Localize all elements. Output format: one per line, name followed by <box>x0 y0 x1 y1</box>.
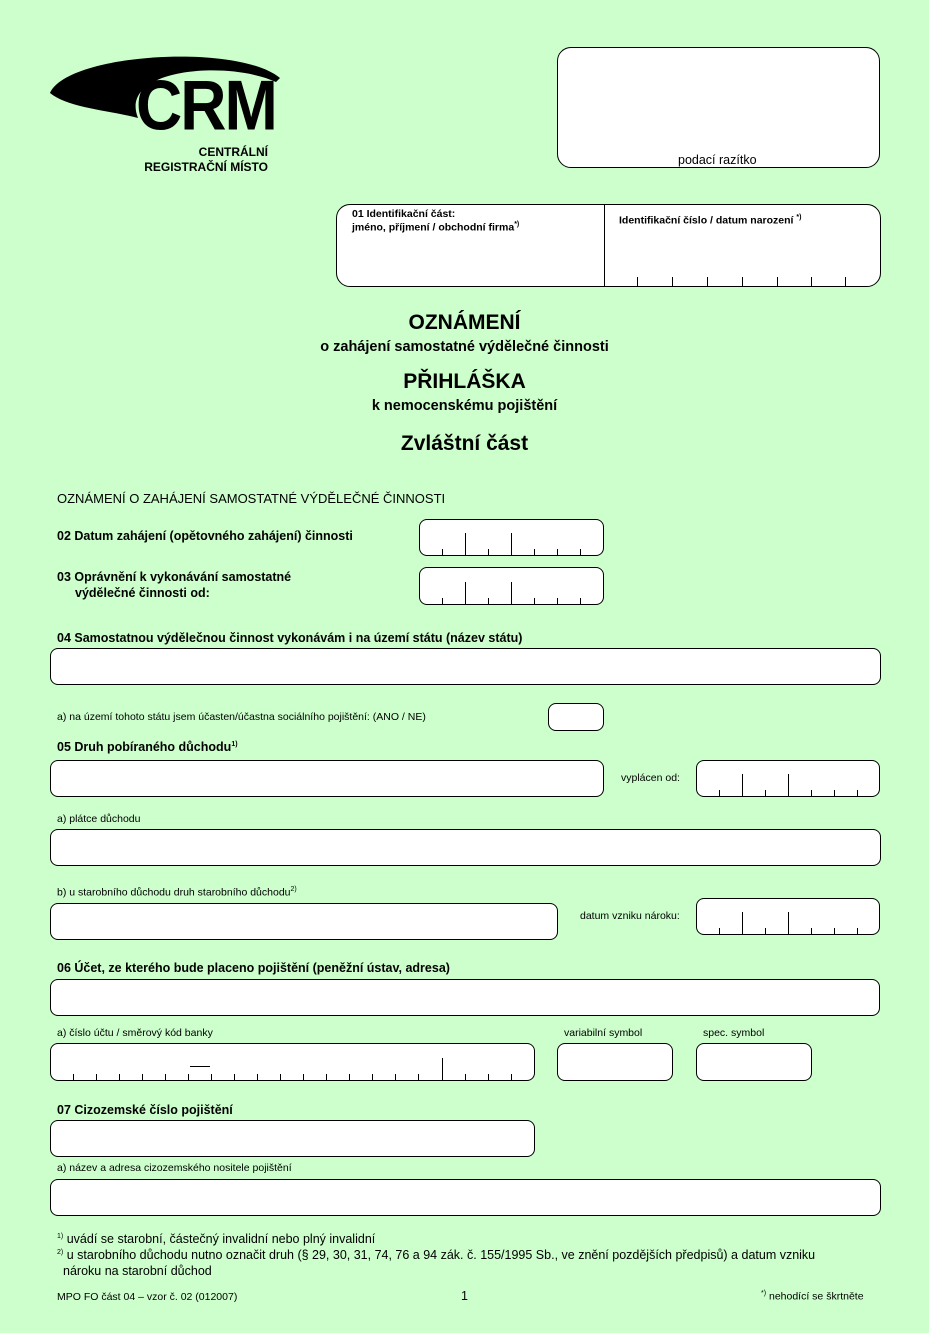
f06-spec-symbol-label: spec. symbol <box>703 1027 765 1039</box>
f07a-institution-field[interactable] <box>50 1179 881 1216</box>
ident-left-line2-text: jméno, příjmení / obchodní firma <box>352 221 515 234</box>
footnote-1 <box>57 1232 375 1246</box>
f05-label-text: 05 Druh pobíraného důchodu <box>57 740 232 754</box>
f06-var-symbol-label: variabilní symbol <box>564 1027 643 1039</box>
subtitle-prihlaska: k nemocenskému pojištění <box>371 398 558 414</box>
f06a-label: a) číslo účtu / směrový kód banky <box>57 1027 213 1039</box>
f05-claim-date-label: datum vzniku nároku: <box>580 910 680 922</box>
footnote-2-line2: nároku na starobní důchod <box>63 1264 212 1278</box>
f03-label1: 03 Oprávnění k vykonávání samostatné <box>57 570 292 584</box>
subtitle-oznameni: o zahájení samostatné výdělečné činnosti <box>320 339 609 355</box>
ident-number-field[interactable] <box>605 205 880 286</box>
f04a-label: a) na území tohoto státu jsem účasten/účastna sociálního pojištění: (ANO / NE) <box>57 711 426 723</box>
footnote-1-sup: 1) <box>57 1232 64 1240</box>
f05a-payer-field[interactable] <box>50 829 881 866</box>
f05a-label: a) plátce důchodu <box>57 813 141 825</box>
f06a-account-field[interactable] <box>50 1043 535 1081</box>
footnote-1-text: uvádí se starobní, částečný invalidní nebo plný invalidní <box>66 1232 376 1246</box>
section-title: OZNÁMENÍ O ZAHÁJENÍ SAMOSTATNÉ VÝDĚLEČNÉ ČINNOSTI <box>57 491 446 506</box>
f06-bank-field[interactable] <box>50 979 880 1016</box>
footnote-2 <box>57 1248 815 1262</box>
footnote-2-sup: 2) <box>57 1248 64 1256</box>
f04-label: 04 Samostatnou výdělečnou činnost vykonávám i na území státu (název státu) <box>57 631 523 645</box>
f04a-yesno-field[interactable] <box>548 703 604 731</box>
f02-label: 02 Datum zahájení (opětovného zahájení) činnosti <box>57 529 353 543</box>
f05-pension-field[interactable] <box>50 760 604 797</box>
stamp-box <box>557 47 880 168</box>
f05-label <box>57 740 238 754</box>
ident-left-line2 <box>352 221 519 234</box>
logo-brand: CRM <box>136 65 276 145</box>
f05b-label-text: b) u starobního důchodu druh starobního důchodu <box>57 886 291 899</box>
f07a-label: a) název a adresa cizozemského nositele pojištění <box>57 1162 292 1174</box>
form-code: MPO FO část 04 – vzor č. 02 (012007) <box>57 1291 238 1303</box>
footer-note-sup: *) <box>761 1290 767 1297</box>
ident-name-field[interactable] <box>337 205 605 286</box>
footer-note <box>761 1290 864 1303</box>
f05-paid-from-field[interactable] <box>696 760 880 797</box>
title-zvlastni-cast: Zvláštní část <box>400 432 529 455</box>
logo-line1: CENTRÁLNÍ <box>198 145 268 159</box>
f05-paid-from-label: vyplácen od: <box>621 772 680 784</box>
f07-foreign-number-field[interactable] <box>50 1120 535 1157</box>
ident-right-label <box>619 214 801 227</box>
crm-logo <box>48 48 288 178</box>
f04-country-field[interactable] <box>50 648 881 685</box>
f05b-label <box>57 886 297 899</box>
ident-box <box>336 204 881 287</box>
f07-label: 07 Cizozemské číslo pojištění <box>57 1103 233 1117</box>
f03-date-field[interactable] <box>419 567 604 605</box>
title-prihlaska: PŘIHLÁŠKA <box>403 370 526 393</box>
f02-date-field[interactable] <box>419 519 604 556</box>
ident-right-sup: *) <box>796 214 802 221</box>
stamp-label: podací razítko <box>678 153 757 167</box>
ident-right-label-text: Identifikační číslo / datum narození <box>619 214 794 227</box>
title-oznameni: OZNÁMENÍ <box>408 311 521 334</box>
f05-sup: 1) <box>231 740 238 748</box>
page-number: 1 <box>461 1289 468 1303</box>
ident-left-sup: *) <box>514 221 520 228</box>
f06-label: 06 Účet, ze kterého bude placeno pojištění (peněžní ústav, adresa) <box>57 961 450 975</box>
footer-note-text: nehodící se škrtněte <box>768 1290 864 1303</box>
f05b-type-field[interactable] <box>50 903 558 940</box>
logo-line2: REGISTRAČNÍ MÍSTO <box>144 160 268 174</box>
footnote-2-text: u starobního důchodu nutno označit druh (§ 29, 30, 31, 74, 76 a 94 zák. č. 155/1995 Sb., ve znění pozdějších předpisů) a datum vzniku <box>66 1248 816 1262</box>
f06-spec-symbol-field[interactable] <box>696 1043 812 1081</box>
f05b-sup: 2) <box>290 886 297 893</box>
f03-label2: výdělečné činnosti od: <box>75 586 210 600</box>
ident-left-line1: 01 Identifikační část: <box>352 208 456 220</box>
f05-claim-date-field[interactable] <box>696 898 880 935</box>
f06-var-symbol-field[interactable] <box>557 1043 673 1081</box>
